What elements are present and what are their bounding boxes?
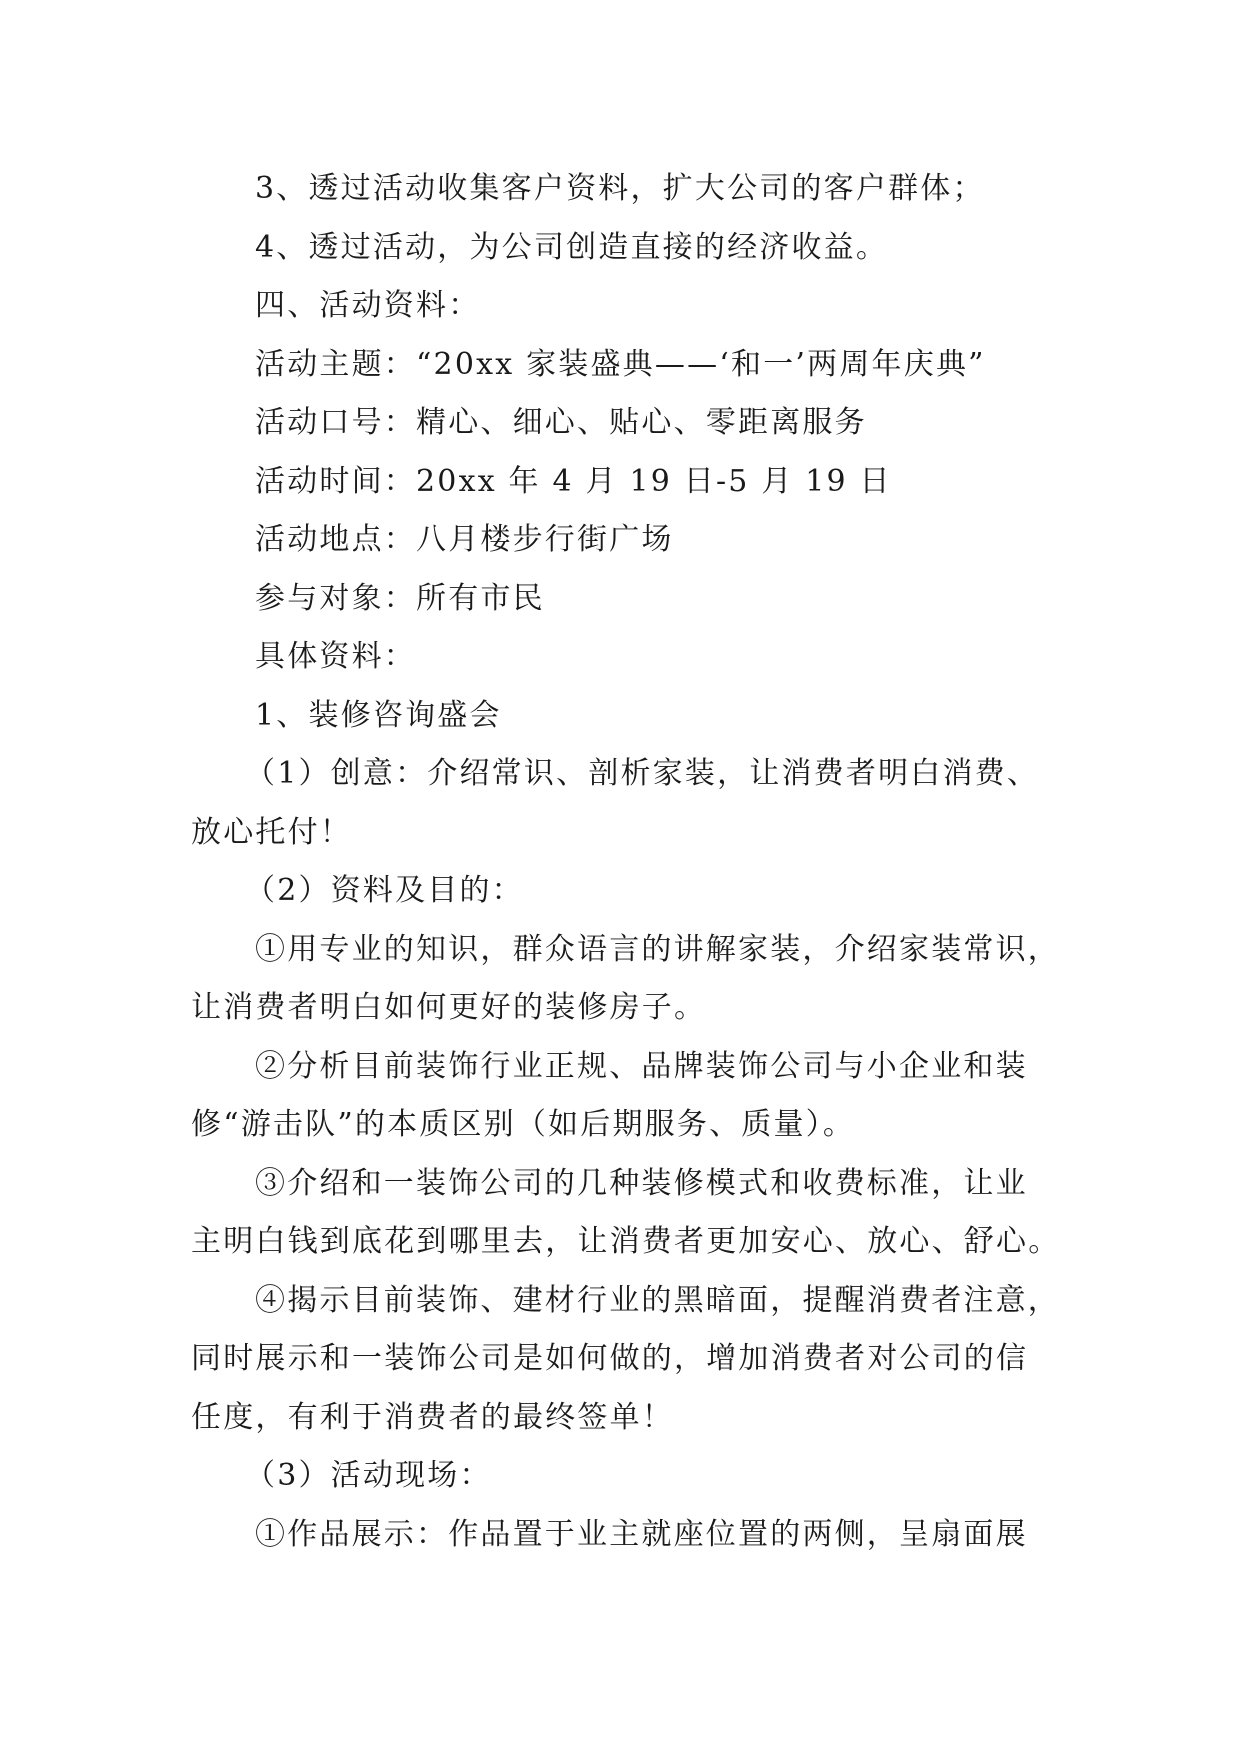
text-line: （3）活动现场： [245, 1458, 492, 1493]
text-line: 同时展示和一装饰公司是如何做的，增加消费者对公司的信 [191, 1341, 1029, 1376]
text-line: 活动地点：八月楼步行街广场 [255, 522, 674, 557]
text-line: 修“游击队”的本质区别（如后期服务、质量）。 [191, 1107, 856, 1142]
text-line: ④揭示目前装饰、建材行业的黑暗面，提醒消费者注意， [255, 1282, 1060, 1318]
text-line: ③介绍和一装饰公司的几种装修模式和收费标准，让业 [255, 1165, 1028, 1201]
text-line: （1）创意：介绍常识、剖析家装，让消费者明白消费、 [245, 756, 1040, 791]
text-line: 4、透过活动，为公司创造直接的经济收益。 [255, 229, 889, 265]
text-line: （2）资料及目的： [245, 873, 524, 908]
text-line: 1、装修咨询盛会 [255, 697, 502, 733]
text-line: 主明白钱到底花到哪里去，让消费者更加安心、放心、舒心。 [191, 1224, 1061, 1259]
text-line: ②分析目前装饰行业正规、品牌装饰公司与小企业和装 [255, 1048, 1028, 1084]
text-line: ①作品展示：作品置于业主就座位置的两侧，呈扇面展 [255, 1516, 1028, 1552]
text-line: 3、透过活动收集客户资料，扩大公司的客户群体； [255, 171, 985, 206]
text-line: 活动时间：20xx 年 4 月 19 日-5 月 19 日 [255, 463, 892, 499]
document-body [191, 160, 1061, 1564]
text-line: 任度，有利于消费者的最终签单！ [191, 1399, 674, 1435]
text-line: 活动口号：精心、细心、贴心、零距离服务 [255, 405, 867, 440]
section-heading: 四、活动资料： [255, 288, 481, 323]
text-line: 放心托付！ [191, 814, 352, 850]
text-line: ①用专业的知识，群众语言的讲解家装，介绍家装常识， [255, 931, 1060, 967]
text-line: 参与对象：所有市民 [255, 580, 545, 616]
text-line: 活动主题：“20xx 家装盛典——‘和一’两周年庆典” [255, 346, 986, 382]
text-line: 让消费者明白如何更好的装修房子。 [191, 990, 707, 1025]
text-line: 具体资料： [255, 639, 416, 674]
